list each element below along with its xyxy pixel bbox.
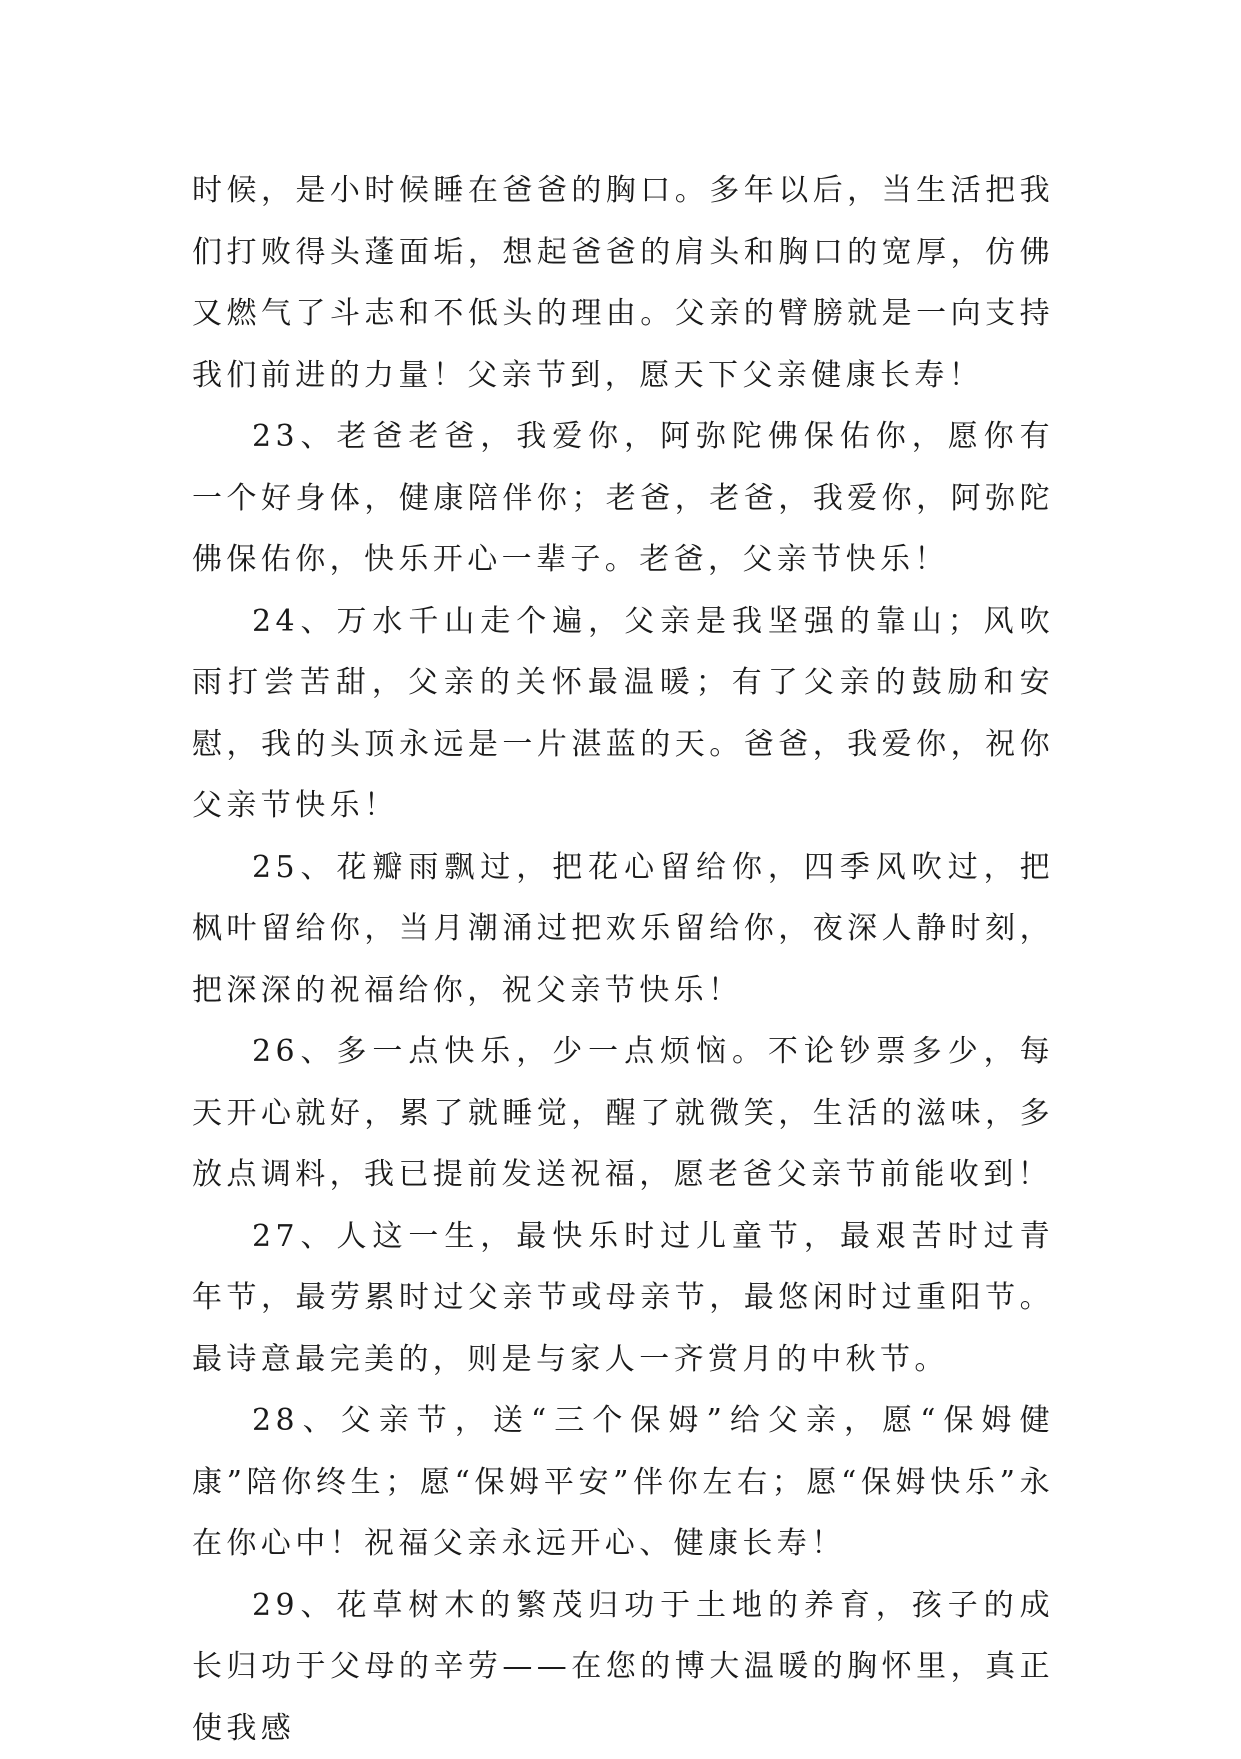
paragraph-continuation: 时候，是小时候睡在爸爸的胸口。多年以后，当生活把我们打败得头蓬面垢，想起爸爸的肩头和胸口的宽厚，仿佛又燃气了斗志和不低头的理由。父亲的臂膀就是一向支持我们前进的力量！父亲节到，愿天下父亲健康长寿！ (192, 160, 1054, 406)
paragraph-23: 23、老爸老爸，我爱你，阿弥陀佛保佑你，愿你有一个好身体，健康陪伴你；老爸，老爸，我爱你，阿弥陀佛保佑你，快乐开心一辈子。老爸，父亲节快乐！ (192, 406, 1054, 591)
paragraph-25: 25、花瓣雨飘过，把花心留给你，四季风吹过，把枫叶留给你，当月潮涌过把欢乐留给你，夜深人静时刻，把深深的祝福给你，祝父亲节快乐！ (192, 837, 1054, 1022)
paragraph-28: 28、父亲节，送“三个保姆”给父亲，愿“保姆健康”陪你终生；愿“保姆平安”伴你左右；愿“保姆快乐”永在你心中！祝福父亲永远开心、健康长寿！ (192, 1390, 1054, 1575)
paragraph-27: 27、人这一生，最快乐时过儿童节，最艰苦时过青年节，最劳累时过父亲节或母亲节，最悠闲时过重阳节。最诗意最完美的，则是与家人一齐赏月的中秋节。 (192, 1206, 1054, 1391)
paragraph-24: 24、万水千山走个遍，父亲是我坚强的靠山；风吹雨打尝苦甜，父亲的关怀最温暖；有了父亲的鼓励和安慰，我的头顶永远是一片湛蓝的天。爸爸，我爱你，祝你父亲节快乐！ (192, 591, 1054, 837)
document-body (192, 160, 1054, 1759)
paragraph-29: 29、花草树木的繁茂归功于土地的养育，孩子的成长归功于父母的辛劳——在您的博大温暖的胸怀里，真正使我感 (192, 1575, 1054, 1759)
paragraph-26: 26、多一点快乐，少一点烦恼。不论钞票多少，每天开心就好，累了就睡觉，醒了就微笑，生活的滋味，多放点调料，我已提前发送祝福，愿老爸父亲节前能收到！ (192, 1021, 1054, 1206)
